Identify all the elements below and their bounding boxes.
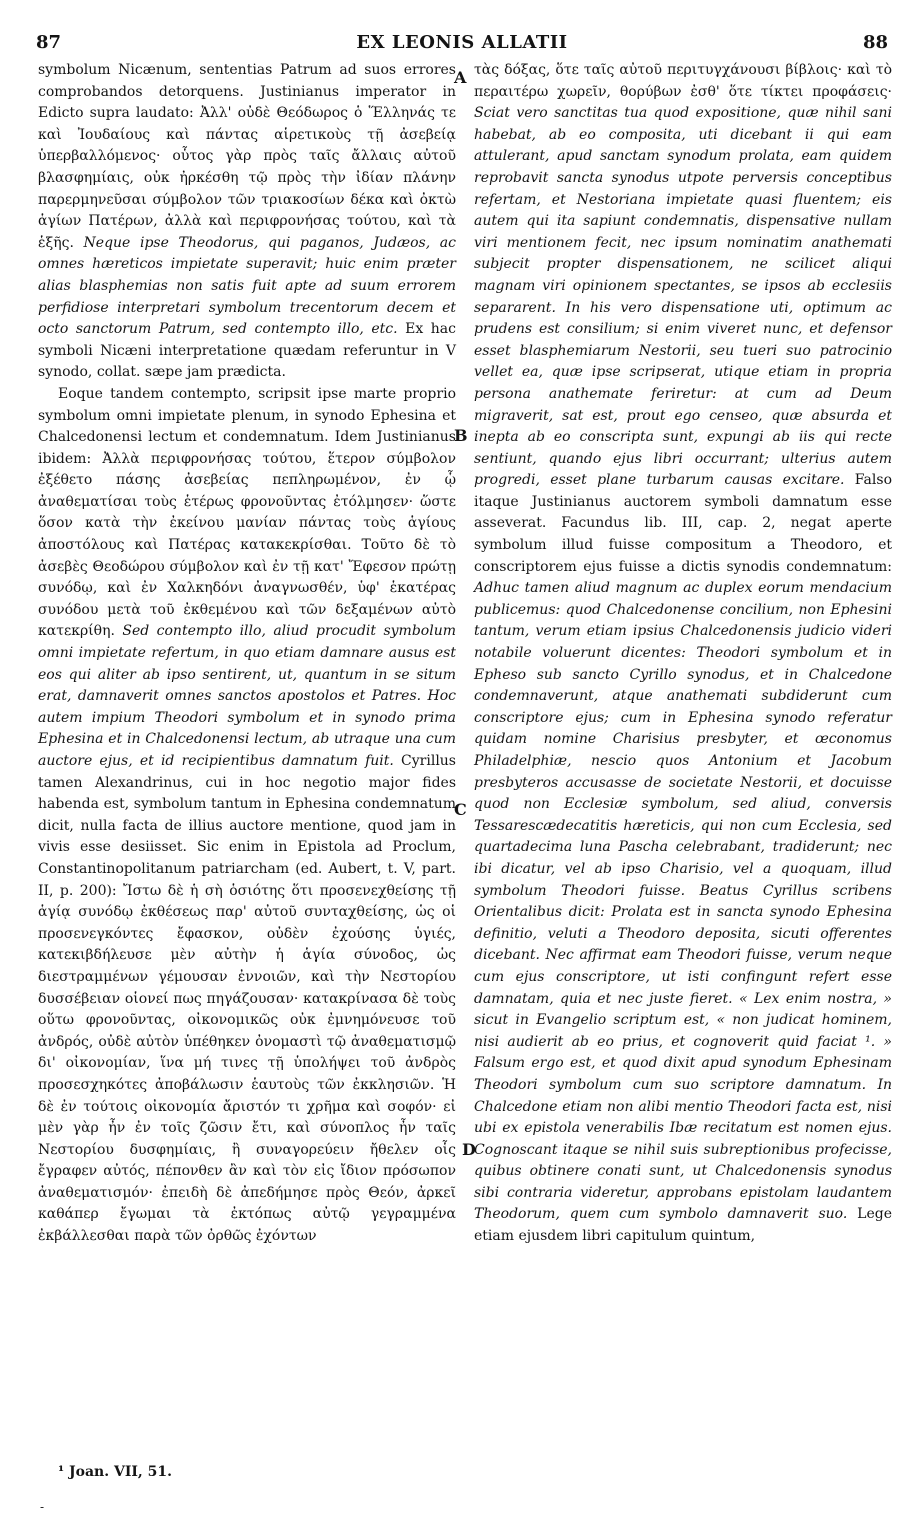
left-p1-end: Ex hac symboli Nicæni interpretatione quædam referuntur in V synodo, collat. sæpe jam prædicta. (38, 321, 456, 381)
right-p1-latin: Sciat vero sanctitas tua quod expositione, quæ nihil sani habebat, ab eo composita, uti dicebant ii qui eam attulerant, apud sanctam synodum prolata, eam quidem reprobavit sancta synodus utpote perversis conceptibus refertam, et Nestoriana impietate quasi fluentem; eis autem qui ita sapiunt condemnatis, dispensative nullam viri mentionem fecit, nec ipsum nominatim anathemati subjecit propter dispensationem, ne scilicet aliqui magnam viri opinionem spectantes, se ipsos ab ecclesiis separarent. In his vero dispensatione uti, optimum ac prudens est consilium; si enim viveret nunc, et defensor esset blasphemiarum Nestorii, seu tueri suo patrocinio vellet ea, quæ ipse scripserat, utique etiam in propria persona anathemate feriretur: at cum ad Deum migraverit, sat est, prout ego censeo, quæ absurda et inepta ab eo conscripta sunt, expungi ab iis qui recte sentiunt, quando ejus libri occurrant; ulterius autem progredi, esset plane turbarum causas excitare. (474, 105, 892, 489)
left-p2-latin: Sed contempto illo, aliud procudit symbolum omni impietate refertum, in quo etiam damnare ausus est eos qui aliter ab ipso sentirent, ut, quantum in se situm erat, damnaverit omnes sanctos apostolos et Patres. Hoc autem impium Theodori symbolum et in synodo prima Ephesina et in Chalcedonensi lectum, ab utraque una cum auctore ejus, et id recipientibus damnatum fuit. (38, 623, 456, 769)
left-paragraph-1 (38, 60, 456, 384)
page-number-right: 88 (862, 32, 888, 53)
margin-marker-c: C (454, 800, 467, 819)
running-header (36, 32, 888, 56)
page-number-left: 87 (36, 32, 62, 53)
right-p1-end: Falso itaque Justinianus auctorem symboli damnatum esse asseverat. Facundus lib. III, cap. 2, negat aperte symbolum illud fuisse compositum a Theodoro, et conscriptorem ejus fuisse a dictis synodis condemnatum: (474, 472, 892, 575)
right-p2-end: Lege etiam ejusdem libri capitulum quintum, (474, 1206, 892, 1245)
left-paragraph-2 (38, 384, 456, 1248)
margin-marker-d: D (462, 1140, 476, 1159)
footer-mark: - (40, 1500, 45, 1514)
left-p2-text: Eoque tandem contempto, scripsit ipse marte proprio symbolum omni impietate plenum, in synodo Ephesina et Chalcedonensi lectum et condemnatum. Idem Justinianus ibidem: Ἀλλὰ περιφρονήσας τούτου, ἕτερον σύμβολον ἐξέθετο πάσης ἀσεβείας πεπληρωμένον, ἐν ᾧ ἀναθεματίσαι τοὺς ἑτέρως φρονοῦντας ἐτόλμησεν· ὥστε ὅσον κατὰ τὴν ἐκείνου μανίαν πάντας τοὺς ἁγίους ἀποστόλους καὶ Πατέρας κατακεκρίσθαι. Τοῦτο δὲ τὸ ἀσεβὲς Θεοδώρου σύμβολον καὶ ἐν τῇ κατ' Ἔφεσον πρώτῃ συνόδῳ, καὶ ἐν Χαλκηδόνι ἀναγνωσθέν, ὑφ' ἑκατέρας συνόδου μετὰ τοῦ ἐκθεμένου καὶ τῶν δεξαμένων αὐτὸ κατεκρίθη. (38, 385, 456, 640)
running-title: EX LEONIS ALLATII (356, 32, 568, 53)
left-p1-text: symbolum Nicænum, sententias Patrum ad suos errores comprobandos detorquens. Justinianus imperator in Edicto supra laudato: Ἀλλ' οὐδὲ Θεόδωρος ὁ Ἕλληνάς τε καὶ Ἰουδαίους καὶ πάντας αἱρετικοὺς τῇ ἀσεβείᾳ ὑπερβαλλόμενος· οὗτος γὰρ πρὸς ταῖς ἄλλαις αὐτοῦ βλασφημίαις, οὐκ ἠρκέσθη τῷ πρὸς τὴν ἰδίαν πλάνην παρερμηνεῦσαι σύμβολον τῶν τριακοσίων δέκα καὶ ὀκτὼ ἁγίων Πατέρων, ἀλλὰ καὶ περιφρονήσας τούτου, καὶ τὰ ἑξῆς. (38, 62, 456, 251)
right-p1-text: τὰς δόξας, ὅτε ταῖς αὐτοῦ περιτυγχάνουσι βίβλοις· καὶ τὸ περαιτέρω χωρεῖν, θορύβων ἐσθ' ὅτε τίκτει προφάσεις· (474, 62, 892, 100)
margin-marker-b: B (454, 426, 468, 445)
left-p1-latin: Neque ipse Theodorus, qui paganos, Judæos, ac omnes hæreticos impietate superavit; huic enim præter alias blasphemias non satis fuit apte ad suum errorem perfidiose interpretari symbolum trecentorum decem et octo sanctorum Patrum, sed contempto illo, etc. (38, 234, 456, 338)
left-p2-end: Cyrillus tamen Alexandrinus, cui in hoc negotio major fides habenda est, symbolum tantum in Ephesina condemnatum dicit, nulla facta de illius auctore mentione, quod jam in vivis esse desiisset. Sic enim in Epistola ad Proclum, Constantinopolitanum patriarcham (ed. Aubert, t. V, part. II, p. 200): Ἴστω δὲ ἡ σὴ ὁσιότης ὅτι προσενεχθείσης τῇ ἁγίᾳ συνόδῳ ἐκθέσεως παρ' αὐτοῦ συνταχθείσης, ὡς οἱ προσενεγκόντες ἔφασκον, οὐδὲν ἐχούσης ὑγιές, κατεκιβδήλευσε μὲν αὐτὴν ἡ ἁγία σύνοδος, ὡς διεστραμμένων γέμουσαν ἐννοιῶν, καὶ τὴν Νεστορίου δυσσέβειαν οἱονεί πως πηγάζουσαν· κατακρίνασα δὲ τοὺς οὕτω φρονοῦντας, οἰκονομικῶς οὐκ ἐμνημόνευσε τοῦ ἀνδρός, οὐδὲ αὐτὸν ὑπέθηκεν ὀνομαστὶ τῷ ἀναθεματισμῷ δι' οἰκονομίαν, ἵνα μή τινες τῇ ὑπολήψει τοῦ ἀνδρὸς προσεσχηκότες ἀποβάλωσιν ἑαυτοὺς τῶν ἐκκλησιῶν. Ἡ δὲ ἐν τούτοις οἰκονομία ἄριστόν τι χρῆμα καὶ σοφόν· εἰ μὲν γὰρ ἦν ἐν τοῖς ζῶσιν ἔτι, καὶ σύνοπλος ἦν ταῖς Νεστορίου δυσφημίαις, ἢ συναγορεύειν ἤθελεν οἷς ἔγραφεν αὐτός, πέπονθεν ἂν καὶ τὸν εἰς ἴδιον πρόσωπον ἀναθεματισμόν· ἐπειδὴ δὲ ἀπεδήμησε πρὸς Θεόν, ἀρκεῖ καθάπερ ἔγωμαι τὰ ἐκτόπως αὐτῷ γεγραμμένα ἐκβάλλεσθαι παρὰ τῶν ὀρθῶς ἐχόντων (38, 753, 456, 1245)
left-column (38, 60, 456, 1248)
right-paragraph-1 (474, 60, 892, 1248)
footnote: ¹ Joan. VII, 51. (58, 1464, 173, 1480)
right-column (474, 60, 892, 1248)
margin-marker-a: A (454, 68, 467, 87)
right-p2-latin: Adhuc tamen aliud magnum ac duplex eorum mendacium publicemus: quod Chalcedonense concilium, non Ephesini tantum, verum etiam ipsius Chalcedonensis judicio videri notabile voluerunt dicentes: Theodori symbolum et in Epheso sub sancto Cyrillo synodus, et in Chalcedone condemnaverunt, atque anathemati subdiderunt cum conscriptore ejus; cum in Ephesina synodo referatur quidam nomine Charisius presbyter, et œconomus Philadelphiæ, nescio quos Antonium et Jacobum presbyteros accusasse de societate Nestorii, et docuisse quod non Ecclesiæ symbolum, sed aliud, conversis Tessarescædecatitis hæreticis, qui non cum Ecclesia, sed quartadecima luna Pascha celebrabant, tradiderunt; nec ibi dicatur, vel ab ipso Charisio, vel a quoquam, illud symbolum Theodori fuisse. Beatus Cyrillus scribens Orientalibus dicit: Prolata est in sancta synodo Ephesina definitio, veluti a Theodoro deposita, sicuti offerentes dicebant. Nec affirmat eam Theodori fuisse, verum neque cum ejus conscriptore, ut isti confingunt refert esse damnatam, quia et nec juste fieret. « Lex enim nostra, » sicut in Evangelio scriptum est, « non judicat hominem, nisi audierit ab eo prius, et cognoverit quid faciat ¹. » Falsum ergo est, et quod dixit apud synodum Ephesinam Theodori symbolum cum suo scriptore damnatum. In Chalcedone etiam non alibi mentio Theodori facta est, nisi ubi ex epistola venerabilis Ibæ recitatum est nomen ejus. Cognoscant itaque se nihil suis subreptionibus profecisse, quibus obtinere conati sunt, ut Chalcedonensis synodus sibi contraria videretur, approbans epistolam laudantem Theodorum, quem cum symbolo damnaverit suo. (474, 580, 892, 1223)
